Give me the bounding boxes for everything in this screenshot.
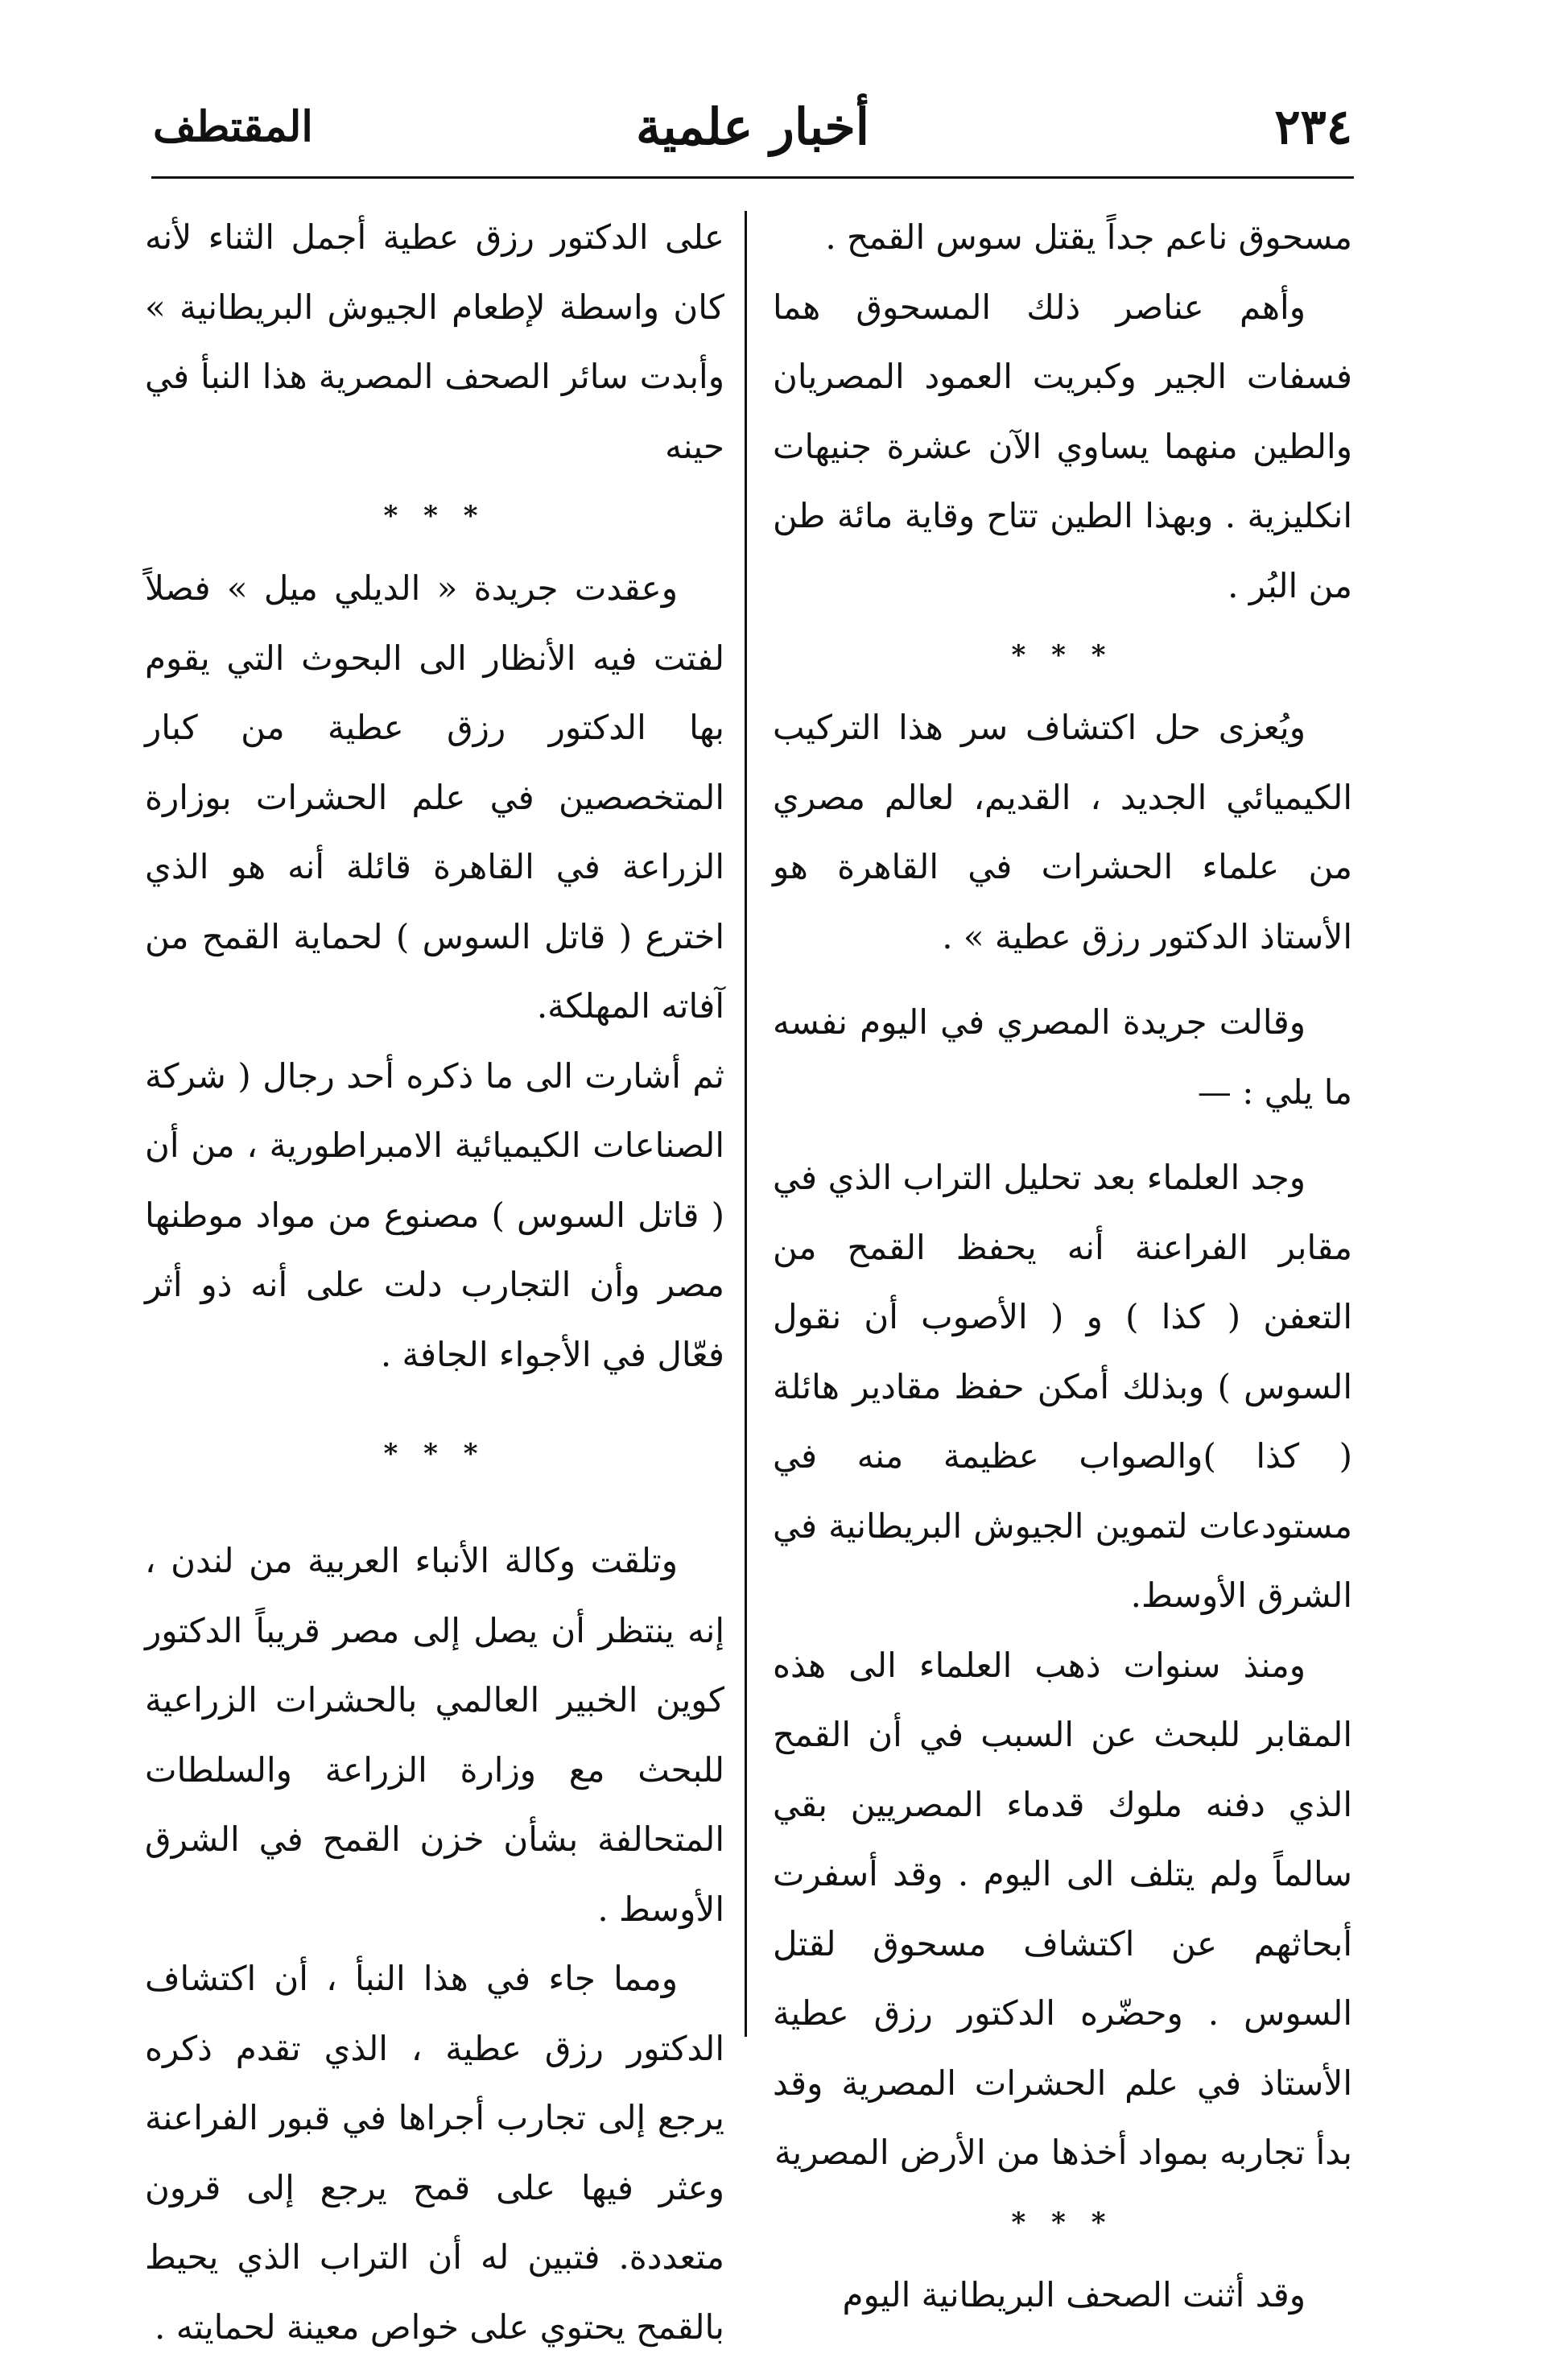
paragraph: وعقدت جريدة « الديلي ميل » فصلاً لفتت فيه الأنظار الى البحوث التي يقوم بها الدكتور رزق عطية من كبار المتخصصين في علم الحشرات بوزارة الزراعة في القاهرة قائلة أنه هو الذي اخترع ( قاتل السوس ) لحماية القمح من آفاته المهلكة. [145,568,724,1026]
journal-name: المقتطف [153,102,313,151]
page-number: ٢٣٤ [1274,99,1352,155]
column-divider [745,211,747,2037]
header-rule [151,176,1354,179]
paragraph: على الدكتور رزق عطية أجمل الثناء لأنه كان واسطة لإطعام الجيوش البريطانية » وأبدت سائر الصحف المصرية هذا النبأ في حينه [145,217,724,466]
paragraph: مسحوق ناعم جداً يقتل سوس القمح . [825,217,1352,257]
paragraph: وقالت جريدة المصري في اليوم نفسه ما يلي : — [773,1002,1352,1112]
paragraph: ومنذ سنوات ذهب العلماء الى هذه المقابر للبحث عن السبب في أن القمح الذي دفنه ملوك قدماء المصريين بقي سالماً ولم يتلف الى اليوم . وقد أسفرت أبحاثهم عن اكتشاف مسحوق لقتل السوس . وحضّره الدكتور رزق عطية الأستاذ في علم الحشرات المصرية وقد بدأ تجاربه بمواد أخذها من الأرض المصرية [773,1645,1352,2172]
left-column [145,203,724,2362]
section-separator: * * * [383,1438,486,1470]
paragraph: ثم أشارت الى ما ذكره أحد رجال ( شركة الصناعات الكيميائية الامبراطورية ، من أن ( قاتل السوس ) مصنوع من مواد موطنها مصر وأن التجارب دلت على أنه ذو أثر فعّال في الأجواء الجافة . [145,1055,724,1374]
paragraph: وأهم عناصر ذلك المسحوق هما فسفات الجير وكبريت العمود المصريان والطين منهما يساوي الآن عشرة جنيهات انكليزية . وبهذا الطين تتاح وقاية مائة طن من البُر . [773,287,1352,605]
section-separator: * * * [1011,639,1114,671]
right-column [773,203,1352,2330]
paragraph: ومما جاء في هذا النبأ ، أن اكتشاف الدكتور رزق عطية ، الذي تقدم ذكره يرجع إلى تجارب أجراها في قبور الفراعنة وعثر فيها على قمح يرجع إلى قرون متعددة. فتبين له أن التراب الذي يحيط بالقمح يحتوي على خواص معينة لحمايته . [145,1959,724,2347]
section-separator: * * * [383,500,486,532]
spacer [773,1127,1352,1143]
paragraph: وتلقت وكالة الأنباء العربية من لندن ، إنه ينتظر أن يصل إلى مصر قريباً الدكتور كوين الخبير العالمي بالحشرات الزراعية للبحث مع وزارة الزراعة والسلطات المتحالفة بشأن خزن القمح في الشرق الأوسط . [145,1541,724,1929]
section-title: أخبار علمية [636,97,869,156]
running-head [153,95,1352,167]
section-separator: * * * [1011,2206,1114,2239]
spacer [773,972,1352,988]
paragraph: وقد أثنت الصحف البريطانية اليوم [842,2274,1306,2315]
paragraph: وجد العلماء بعد تحليل التراب الذي في مقابر الفراعنة أنه يحفظ القمح من التعفن ( كذا ) و ( الأصوب أن نقول السوس ) وبذلك أمكن حفظ مقادير هائلة ( كذا )والصواب عظيمة منه في مستودعات لتموين الجيوش البريطانية في الشرق الأوسط. [773,1158,1352,1615]
paragraph: ويُعزى حل اكتشاف سر هذا التركيب الكيميائي الجديد ، القديم، لعالم مصري من علماء الحشرات في القاهرة هو الأستاذ الدكتور رزق عطية » . [773,708,1352,956]
